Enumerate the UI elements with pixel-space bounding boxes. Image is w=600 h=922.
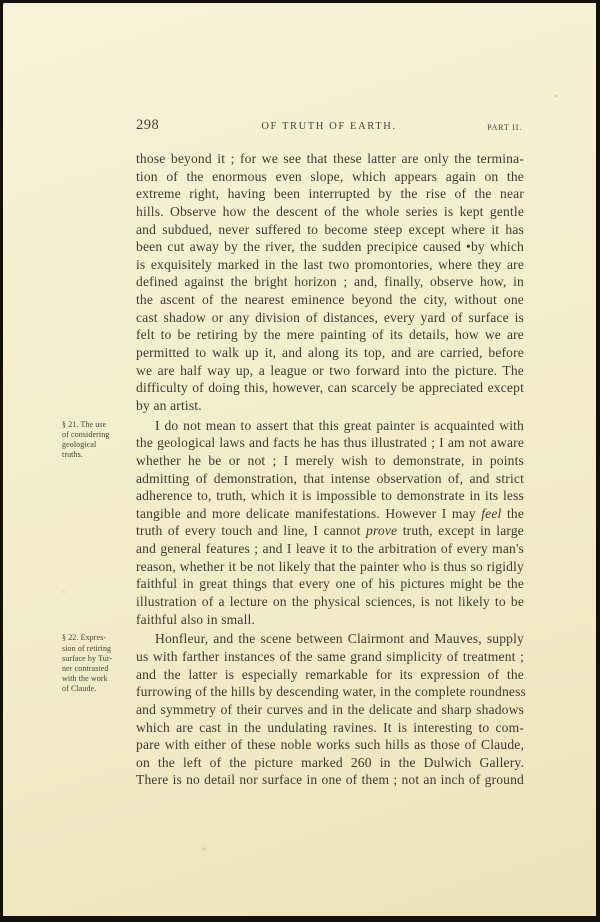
text-line: the geological laws and facts he has thus illustrated ; I am not aware: [136, 435, 524, 451]
margin-note-line: with the work: [62, 674, 108, 684]
text-line: difficulty of doing this, however, can scarcely be appreciated except: [136, 380, 524, 396]
text-line: cast shadow or any division of distances, every yard of surface is: [136, 309, 524, 325]
text-line: which are cast in the undulating ravines. It is interesting to com-: [136, 719, 524, 735]
paragraph: [62, 417, 525, 629]
text-line: and subdued, never suffered to become steep except where it has: [136, 221, 524, 237]
margin-note-line: § 21. The use: [62, 419, 107, 429]
paper-background: [3, 3, 596, 916]
margin-note-line: of considering: [62, 429, 110, 439]
margin-note-line: of Claude.: [62, 684, 97, 694]
text-line: There is no detail nor surface in one of them ; not an inch of ground: [136, 772, 524, 788]
text-line: been cut away by the river, the sudden precipice caused •by which: [136, 239, 524, 255]
text-line: the ascent of the nearest eminence beyond the city, without one: [136, 292, 524, 308]
text-line: whether he be or not ; I merely wish to demonstrate, in points: [136, 452, 524, 468]
paragraph: [136, 150, 524, 415]
text-line: and general features ; and I leave it to the arbitration of every man's: [136, 541, 524, 557]
text-line: us with farther instances of the same grand simplicity of treatment ;: [136, 648, 524, 664]
text-line: and symmetry of their curves and in the delicate and sharp shadows: [136, 701, 524, 717]
margin-note-line: sion of retiring: [62, 643, 112, 653]
part-label: PART II.: [487, 123, 522, 132]
text-line: adherence to, truth, which it is impossible to demonstrate in its less: [136, 488, 524, 504]
body-text-column: [62, 150, 526, 789]
margin-note-line: truths.: [62, 450, 83, 460]
page-number: 298: [136, 117, 160, 133]
text-line: tion of the enormous even slope, which appears again on the: [136, 168, 524, 184]
text-line: faithful also in small.: [136, 611, 255, 627]
margin-note-line: ner contrasted: [62, 663, 109, 673]
margin-note-line: surface by Tur-: [62, 653, 113, 663]
text-line: extreme right, having been interrupted by the rise of the near: [136, 186, 524, 202]
text-line: tangible and more delicate manifestations. However I may feel the: [136, 505, 525, 521]
text-line: those beyond it ; for we see that these latter are only the termina-: [136, 151, 524, 166]
margin-note-line: § 22. Expres-: [62, 633, 107, 643]
margin-note: [62, 420, 132, 461]
text-line: hills. Observe how the descent of the whole series is kept gentle: [136, 203, 524, 219]
margin-note-line: geological: [62, 440, 97, 450]
text-line: admitting of demonstration, that intense observation of, and strict: [136, 470, 524, 486]
text-line: we are half way up, a league or two forward into the picture. The: [136, 362, 524, 378]
page-header: [136, 115, 522, 135]
paragraph: [62, 630, 526, 789]
text-line: faithful in great things that every one of his pictures might be the: [136, 576, 524, 592]
text-line: I do not mean to assert that this great painter is acquainted with: [155, 417, 524, 433]
text-line: truth of every touch and line, I cannot prove truth, except in large: [136, 523, 524, 539]
margin-note: [62, 633, 132, 694]
text-line: felt to be retiring by the mere painting of its details, how we are: [136, 327, 524, 343]
text-line: by an artist.: [136, 397, 202, 413]
text-line: is exquisitely marked in the last two promontories, where they are: [136, 256, 524, 272]
running-title: OF TRUTH OF EARTH.: [261, 121, 397, 132]
text-line: defined against the bright horizon ; and, finally, observe how, in: [136, 274, 524, 290]
text-line: pare with either of these noble works such hills as those of Claude,: [136, 737, 524, 753]
text-line: permitted to walk up it, and along its top, and are carried, before: [136, 345, 524, 361]
text-line: Honfleur, and the scene between Clairmont and Mauves, supply: [155, 631, 524, 647]
text-line: on the left of the picture marked 260 in the Dulwich Gallery.: [136, 754, 524, 770]
text-line: illustration of a lecture on the physical sciences, is not likely to be: [136, 594, 524, 610]
text-line: reason, whether it be not likely that the painter who is thus so rigidly: [136, 558, 524, 574]
text-line: and the latter is especially remarkable for its expression of the: [136, 666, 524, 682]
text-line: furrowing of the hills by descending water, in the complete roundness: [136, 684, 526, 700]
